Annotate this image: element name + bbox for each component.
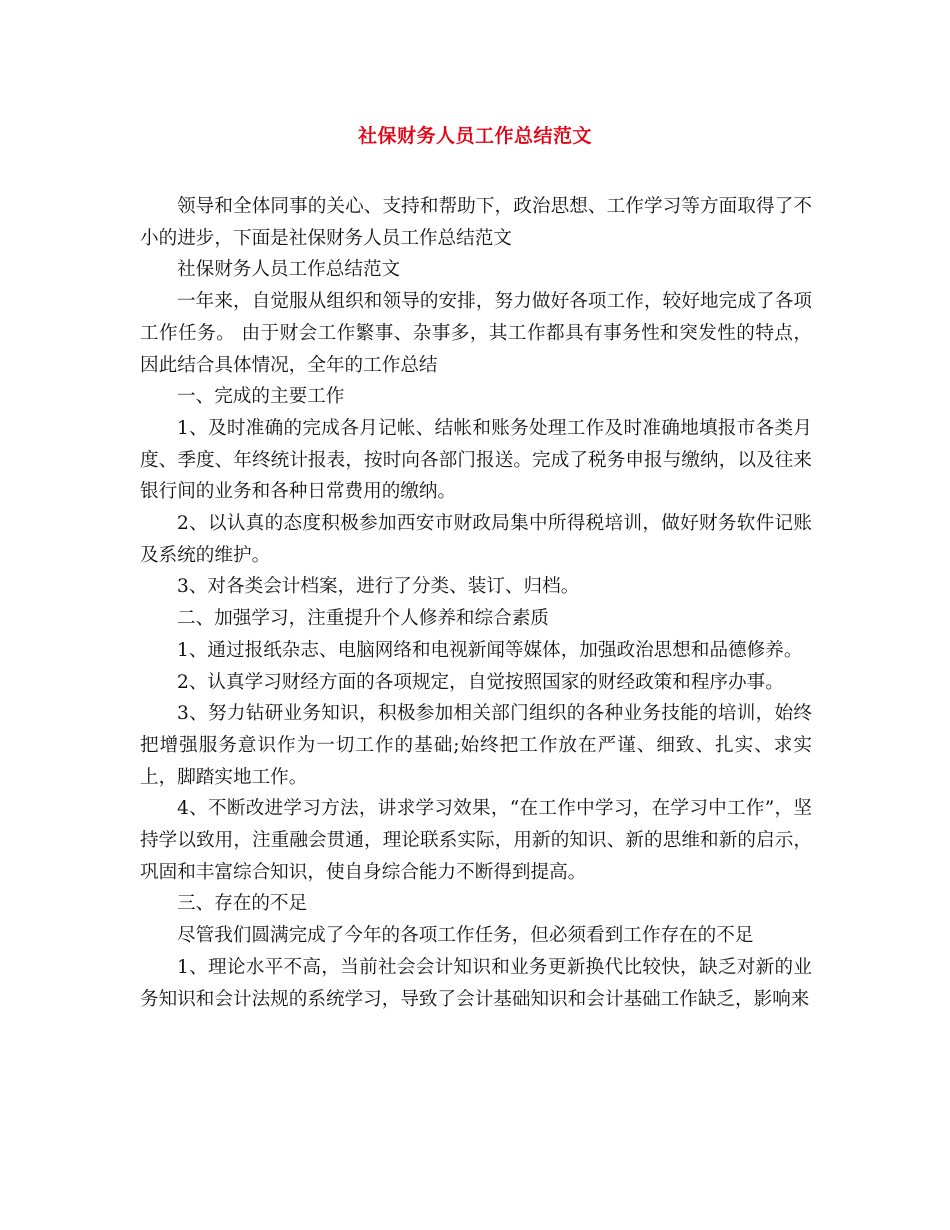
paragraph-subtitle: 社保财务人员工作总结范文 [177, 259, 401, 281]
document-title: 社保财务人员工作总结范文 [357, 125, 592, 147]
paragraph-overview: 一年来，自觉服从组织和领导的安排，努力做好各项工作，较好地完成了各项工作任务。 由于财会工作繁事、杂事多，其工作都具有事务性和突发性的特点，因此结合具体情况，全年的工作总结 [140, 291, 812, 376]
section-heading-study: 二、加强学习，注重提升个人修养和综合素质 [177, 608, 549, 630]
paragraph-study-2: 2、认真学习财经方面的各项规定，自觉按照国家的财经政策和程序办事。 [177, 671, 784, 693]
paragraph-study-3: 3、努力钻研业务知识，积极参加相关部门组织的各种业务技能的培训，始终把增强服务意识作为一切工作的基础;始终把工作放在严谨、细致、扎实、求实上，脚踏实地工作。 [140, 703, 812, 788]
paragraph-study-4: 4、不断改进学习方法，讲求学习效果，“在工作中学习，在学习中工作”，坚持学以致用，注重融会贯通，理论联系实际，用新的知识、新的思维和新的启示，巩固和丰富综合知识，使自身综合能力不断得到提高。 [140, 798, 812, 883]
paragraph-intro: 领导和全体同事的关心、支持和帮助下，政治思想、工作学习等方面取得了不小的进步，下面是社保财务人员工作总结范文 [140, 196, 812, 249]
paragraph-main-work-3: 3、对各类会计档案，进行了分类、装订、归档。 [177, 576, 580, 598]
paragraph-shortcomings-1: 1、理论水平不高，当前社会会计知识和业务更新换代比较快，缺乏对新的业务知识和会计法规的系统学习，导致了会计基础知识和会计基础工作缺乏，影响来 [140, 956, 812, 1010]
section-heading-main-work: 一、完成的主要工作 [177, 386, 345, 408]
paragraph-main-work-1: 1、及时准确的完成各月记帐、结帐和账务处理工作及时准确地填报市各类月度、季度、年终统计报表，按时向各部门报送。完成了税务申报与缴纳，以及往来银行间的业务和各种日常费用的缴纳。 [140, 417, 812, 503]
paragraph-main-work-2: 2、以认真的态度积极参加西安市财政局集中所得税培训，做好财务软件记账及系统的维护。 [140, 513, 812, 566]
paragraph-study-1: 1、通过报纸杂志、电脑网络和电视新闻等媒体，加强政治思想和品德修养。 [177, 639, 803, 661]
document-body [140, 191, 812, 1015]
section-heading-shortcomings: 三、存在的不足 [177, 893, 308, 915]
paragraph-shortcomings-intro: 尽管我们圆满完成了今年的各项工作任务，但必须看到工作存在的不足 [177, 925, 754, 947]
